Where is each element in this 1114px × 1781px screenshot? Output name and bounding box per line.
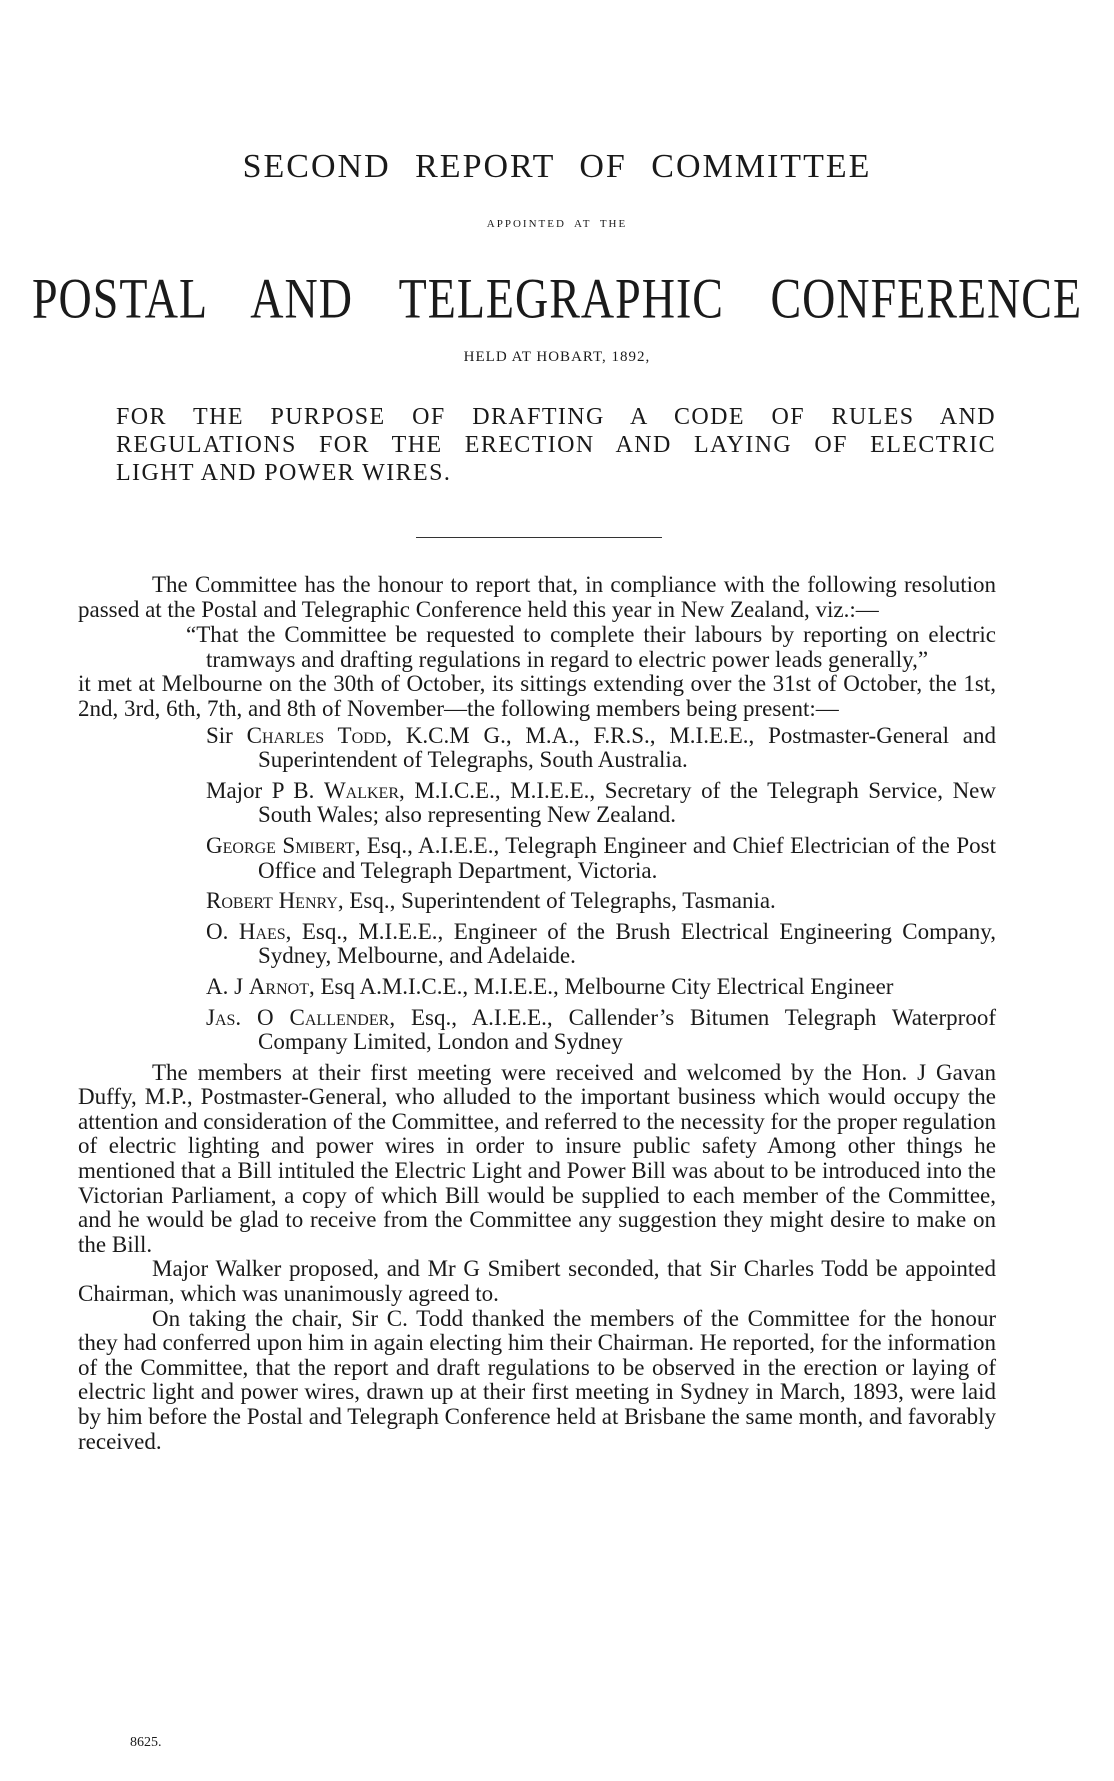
member-entry: A. J Arnot, Esq A.M.I.C.E., M.I.E.E., Melbourne City Electrical Engineer — [206, 973, 894, 999]
member-entry: Major P B. Walker, M.I.C.E., M.I.E.E., Secretary of the Telegraph Service, New South Wales; also representing New Zealand. — [206, 777, 996, 828]
report-title: SECOND REPORT OF COMMITTEE — [242, 148, 872, 185]
section-divider — [416, 537, 662, 538]
conference-heading: POSTAL AND TELEGRAPHIC CONFERENCE — [31, 266, 1083, 330]
purpose-heading — [116, 403, 996, 487]
held-at-subheading: HELD AT HOBART, 1892, — [463, 349, 651, 365]
appointed-subheading: APPOINTED AT THE — [486, 218, 628, 230]
chair-paragraph: On taking the chair, Sir C. Todd thanked the members of the Committee for the honour they had conferred upon him in again electing him their Chairman. He reported, for the information of the Committee, that the report and draft regulations to be observed in the erection or laying of electric light and power wires, drawn up at their first meeting in Sydney in March, 1893, were laid by him before the Postal and Telegraph Conference held at Brisbane the same month, and favorably received. — [78, 1305, 996, 1454]
member-name: Jas. O Callender — [206, 1004, 390, 1030]
welcome-paragraph: The members at their first meeting were received and welcomed by the Hon. J Gavan Duffy, M.P., Postmaster-General, who alluded to the important business which would occupy the attention and consideration of the Committee, and referred to the necessity for the proper regulation of electric lighting and power wires in order to insure public safety Among other things he mentioned that a Bill intituled the Electric Light and Power Bill was about to be introduced into the Victorian Parliament, a copy of which Bill would be supplied to each member of the Committee, and he would be glad to receive from the Committee any suggestion they might desire to make on the Bill. — [78, 1059, 996, 1257]
meeting-paragraph: it met at Melbourne on the 30th of October, its sittings extending over the 31st of October, the 1st, 2nd, 3rd, 6th, 7th, and 8th of November—the following members being present:— — [78, 671, 996, 721]
members-list — [78, 724, 996, 1055]
member-name: Arnot — [248, 973, 309, 999]
member-entry: Jas. O Callender, Esq., A.I.E.E., Callender’s Bitumen Telegraph Waterproof Company Limited, London and Sydney — [206, 1004, 996, 1055]
member-entry: George Smibert, Esq., A.I.E.E., Telegraph Engineer and Chief Electrician of the Post Office and Telegraph Department, Victoria. — [206, 832, 996, 883]
resolution-quote: “That the Committee be requested to complete their labours by reporting on electric tramways and drafting regulations in regard to electric power leads generally,” — [186, 622, 996, 672]
purpose-line: FOR THE PURPOSE OF DRAFTING A CODE OF RULES AND — [116, 404, 996, 430]
member-name: Walker — [323, 777, 400, 803]
member-entry: Sir Charles Todd, K.C.M G., M.A., F.R.S., M.I.E.E., Postmaster-General and Superintendent of Telegraphs, South Australia. — [206, 722, 996, 773]
member-name: George Smibert — [206, 832, 355, 858]
proposal-paragraph: Major Walker proposed, and Mr G Smibert seconded, that Sir Charles Todd be appointed Chairman, which was unanimously agreed to. — [78, 1256, 996, 1307]
member-entry: Robert Henry, Esq., Superintendent of Telegraphs, Tasmania. — [206, 888, 776, 914]
page-footer-number: 8625. — [130, 1735, 162, 1750]
member-entry: O. Haes, Esq., M.I.E.E., Engineer of the Brush Electrical Engineering Company, Sydney, Melbourne, and Adelaide. — [206, 918, 996, 969]
report-body — [78, 573, 996, 1454]
purpose-line: REGULATIONS FOR THE ERECTION AND LAYING OF ELECTRIC — [116, 432, 996, 458]
member-name: Charles Todd — [246, 722, 387, 748]
member-name: Haes — [238, 918, 286, 944]
member-name: Robert Henry — [206, 888, 338, 914]
purpose-line: LIGHT AND POWER WIRES. — [116, 460, 452, 486]
intro-paragraph: The Committee has the honour to report that, in compliance with the following resolution passed at the Postal and Telegraphic Conference held this year in New Zealand, viz.:— — [78, 572, 996, 622]
